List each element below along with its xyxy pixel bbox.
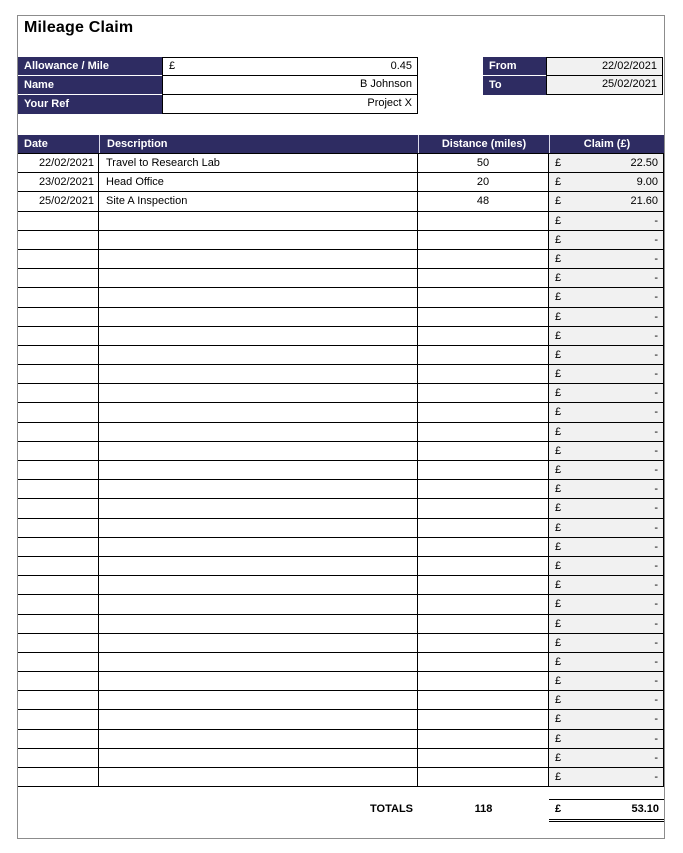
date-range-panel xyxy=(483,57,664,95)
claim-cell[interactable] xyxy=(549,480,664,498)
claim-amount: - xyxy=(654,732,658,745)
claim-amount: - xyxy=(654,598,658,611)
currency-symbol: £ xyxy=(555,157,562,169)
claim-cell[interactable] xyxy=(549,710,664,728)
description-cell[interactable] xyxy=(99,595,418,613)
to-value-cell[interactable]: 25/02/2021 xyxy=(546,76,663,95)
date-cell[interactable] xyxy=(18,288,99,306)
date-cell[interactable] xyxy=(18,212,99,230)
distance-cell[interactable] xyxy=(418,212,549,230)
description-cell[interactable] xyxy=(99,384,418,402)
currency-symbol: £ xyxy=(555,252,562,265)
claim-cell[interactable] xyxy=(549,365,664,383)
date-cell[interactable] xyxy=(18,557,99,575)
table-row xyxy=(18,634,664,653)
description-cell[interactable] xyxy=(99,538,418,556)
table-row xyxy=(18,346,664,365)
date-cell[interactable] xyxy=(18,480,99,498)
distance-cell[interactable] xyxy=(418,499,549,517)
claim-amount: - xyxy=(654,387,658,400)
claim-cell[interactable] xyxy=(549,749,664,767)
table-row xyxy=(18,519,664,538)
claim-amount: - xyxy=(654,291,658,304)
claim-cell[interactable] xyxy=(549,250,664,268)
claim-column-header: Claim (£) xyxy=(549,135,664,153)
table-row xyxy=(18,710,664,729)
allowance-label: Allowance / Mile xyxy=(18,57,162,76)
table-row xyxy=(18,499,664,518)
distance-cell[interactable]: 48 xyxy=(418,192,549,210)
distance-cell[interactable] xyxy=(418,595,549,613)
claim-cell[interactable] xyxy=(549,519,664,537)
distance-cell[interactable] xyxy=(418,615,549,633)
distance-cell[interactable] xyxy=(418,576,549,594)
claim-amount: - xyxy=(654,348,658,361)
table-row xyxy=(18,423,664,442)
claim-info-panel xyxy=(18,57,419,114)
claim-amount: - xyxy=(654,233,658,246)
description-cell[interactable] xyxy=(99,423,418,441)
claim-cell[interactable] xyxy=(549,403,664,421)
claim-amount: - xyxy=(654,406,658,419)
claim-cell[interactable] xyxy=(549,346,664,364)
description-cell[interactable] xyxy=(99,519,418,537)
distance-cell[interactable] xyxy=(418,730,549,748)
claim-amount: - xyxy=(654,675,658,688)
claim-amount: - xyxy=(654,617,658,630)
date-cell[interactable] xyxy=(18,653,99,671)
description-cell[interactable] xyxy=(99,615,418,633)
to-label: To xyxy=(483,76,546,95)
claim-amount: - xyxy=(654,521,658,534)
claim-amount: - xyxy=(654,579,658,592)
distance-cell[interactable] xyxy=(418,538,549,556)
claim-cell[interactable] xyxy=(549,173,664,191)
description-cell[interactable] xyxy=(99,288,418,306)
currency-symbol: £ xyxy=(555,291,562,304)
description-cell[interactable] xyxy=(99,403,418,421)
allowance-value: 0.45 xyxy=(390,60,412,72)
claim-amount: - xyxy=(654,483,658,496)
description-cell[interactable]: Site A Inspection xyxy=(99,192,418,210)
claim-cell[interactable] xyxy=(549,327,664,345)
description-cell[interactable] xyxy=(99,480,418,498)
currency-symbol: £ xyxy=(555,195,562,208)
claim-cell[interactable] xyxy=(549,653,664,671)
distance-cell[interactable] xyxy=(418,691,549,709)
currency-symbol: £ xyxy=(555,425,562,438)
table-row xyxy=(18,212,664,231)
date-cell[interactable] xyxy=(18,576,99,594)
table-row xyxy=(18,173,664,192)
currency-symbol: £ xyxy=(555,579,562,592)
claim-cell[interactable] xyxy=(549,499,664,517)
table-row xyxy=(18,538,664,557)
distance-cell[interactable] xyxy=(418,442,549,460)
claim-cell[interactable] xyxy=(549,212,664,230)
distance-cell[interactable] xyxy=(418,480,549,498)
totals-label: TOTALS xyxy=(370,803,413,815)
currency-symbol: £ xyxy=(555,176,562,189)
description-cell[interactable] xyxy=(99,231,418,249)
totals-claim-amount: 53.10 xyxy=(631,803,659,815)
currency-symbol: £ xyxy=(555,444,562,457)
description-cell[interactable] xyxy=(99,749,418,767)
currency-symbol: £ xyxy=(555,771,562,783)
table-row xyxy=(18,557,664,576)
currency-symbol: £ xyxy=(555,694,562,707)
distance-cell[interactable] xyxy=(418,250,549,268)
table-row xyxy=(18,442,664,461)
distance-cell[interactable] xyxy=(418,346,549,364)
claim-amount: 9.00 xyxy=(636,176,658,189)
table-row xyxy=(18,384,664,403)
claim-cell[interactable] xyxy=(549,192,664,210)
table-row xyxy=(18,154,664,173)
date-cell[interactable] xyxy=(18,595,99,613)
currency-symbol: £ xyxy=(555,214,562,227)
description-cell[interactable] xyxy=(99,499,418,517)
date-cell[interactable]: 25/02/2021 xyxy=(18,192,99,210)
currency-symbol: £ xyxy=(555,732,562,745)
claim-cell[interactable] xyxy=(549,538,664,556)
date-cell[interactable] xyxy=(18,538,99,556)
description-cell[interactable] xyxy=(99,365,418,383)
claim-cell[interactable] xyxy=(549,288,664,306)
table-row xyxy=(18,269,664,288)
description-cell[interactable] xyxy=(99,557,418,575)
date-cell[interactable] xyxy=(18,691,99,709)
date-cell[interactable] xyxy=(18,423,99,441)
table-row xyxy=(18,308,664,327)
your-ref-label: Your Ref xyxy=(18,95,162,114)
date-cell[interactable] xyxy=(18,730,99,748)
table-row xyxy=(18,730,664,749)
from-value-cell[interactable]: 22/02/2021 xyxy=(546,57,663,76)
claim-cell[interactable] xyxy=(549,231,664,249)
claim-amount: - xyxy=(654,751,658,764)
distance-cell[interactable] xyxy=(418,384,549,402)
table-row xyxy=(18,403,664,422)
claim-cell[interactable] xyxy=(549,576,664,594)
totals-claim-cell[interactable] xyxy=(549,799,664,822)
claim-cell[interactable] xyxy=(549,423,664,441)
description-cell[interactable] xyxy=(99,576,418,594)
currency-symbol: £ xyxy=(555,598,562,611)
claim-amount: 22.50 xyxy=(630,157,658,169)
claim-amount: - xyxy=(654,540,658,553)
claim-amount: - xyxy=(654,368,658,381)
claim-cell[interactable] xyxy=(549,461,664,479)
date-cell[interactable] xyxy=(18,327,99,345)
currency-symbol: £ xyxy=(555,310,562,323)
table-row xyxy=(18,461,664,480)
distance-cell[interactable] xyxy=(418,768,549,786)
description-cell[interactable] xyxy=(99,768,418,786)
claim-amount: - xyxy=(654,425,658,438)
date-cell[interactable] xyxy=(18,384,99,402)
date-cell[interactable] xyxy=(18,231,99,249)
table-row xyxy=(18,768,664,787)
description-cell[interactable] xyxy=(99,250,418,268)
table-row xyxy=(18,672,664,691)
claim-amount: - xyxy=(654,771,658,783)
table-row xyxy=(18,615,664,634)
currency-symbol: £ xyxy=(169,60,176,72)
claim-cell[interactable] xyxy=(549,595,664,613)
date-cell[interactable] xyxy=(18,710,99,728)
currency-symbol: £ xyxy=(555,751,562,764)
currency-symbol: £ xyxy=(555,803,562,815)
currency-symbol: £ xyxy=(555,233,562,246)
from-label: From xyxy=(483,57,546,76)
currency-symbol: £ xyxy=(555,387,562,400)
description-cell[interactable] xyxy=(99,730,418,748)
table-row xyxy=(18,691,664,710)
claim-amount: - xyxy=(654,655,658,668)
claim-cell[interactable] xyxy=(549,730,664,748)
claim-amount: - xyxy=(654,272,658,285)
description-cell[interactable] xyxy=(99,691,418,709)
claim-cell[interactable] xyxy=(549,615,664,633)
claim-amount: - xyxy=(654,252,658,265)
your-ref-value-cell[interactable]: Project X xyxy=(162,95,418,114)
name-label: Name xyxy=(18,76,162,95)
description-cell[interactable] xyxy=(99,327,418,345)
claim-amount: - xyxy=(654,713,658,726)
distance-cell[interactable] xyxy=(418,327,549,345)
currency-symbol: £ xyxy=(555,636,562,649)
distance-cell[interactable] xyxy=(418,231,549,249)
currency-symbol: £ xyxy=(555,559,562,572)
table-row xyxy=(18,595,664,614)
distance-cell[interactable] xyxy=(418,634,549,652)
description-cell[interactable] xyxy=(99,653,418,671)
description-column-header: Description xyxy=(99,135,418,153)
distance-cell[interactable] xyxy=(418,710,549,728)
date-cell[interactable] xyxy=(18,403,99,421)
description-cell[interactable] xyxy=(99,710,418,728)
date-cell[interactable] xyxy=(18,672,99,690)
distance-cell[interactable] xyxy=(418,653,549,671)
distance-cell[interactable] xyxy=(418,519,549,537)
table-row xyxy=(18,192,664,211)
claim-amount: - xyxy=(654,636,658,649)
distance-cell[interactable] xyxy=(418,308,549,326)
claim-amount: - xyxy=(654,464,658,476)
date-cell[interactable]: 23/02/2021 xyxy=(18,173,99,191)
date-cell[interactable]: 22/02/2021 xyxy=(18,154,99,172)
table-row xyxy=(18,480,664,499)
date-column-header: Date xyxy=(24,138,48,150)
description-cell[interactable] xyxy=(99,212,418,230)
distance-cell[interactable] xyxy=(418,269,549,287)
table-row xyxy=(18,231,664,250)
mileage-table-body xyxy=(18,154,664,787)
claim-amount: - xyxy=(654,310,658,323)
name-row xyxy=(18,76,419,95)
date-cell[interactable] xyxy=(18,346,99,364)
distance-cell[interactable]: 20 xyxy=(418,173,549,191)
distance-cell[interactable] xyxy=(418,288,549,306)
currency-symbol: £ xyxy=(555,655,562,668)
distance-cell[interactable] xyxy=(418,672,549,690)
currency-symbol: £ xyxy=(555,502,562,515)
date-cell[interactable] xyxy=(18,634,99,652)
totals-distance-cell[interactable]: 118 xyxy=(474,803,493,815)
claim-cell[interactable] xyxy=(549,384,664,402)
date-cell[interactable] xyxy=(18,499,99,517)
currency-symbol: £ xyxy=(555,464,562,476)
description-cell[interactable] xyxy=(99,634,418,652)
currency-symbol: £ xyxy=(555,617,562,630)
table-row xyxy=(18,288,664,307)
table-header-row xyxy=(18,135,664,154)
claim-amount: - xyxy=(654,329,658,342)
claim-amount: - xyxy=(654,214,658,227)
name-value-cell[interactable]: B Johnson xyxy=(162,76,418,95)
claim-cell[interactable] xyxy=(549,308,664,326)
claim-amount: - xyxy=(654,694,658,707)
from-row xyxy=(483,57,664,76)
currency-symbol: £ xyxy=(555,713,562,726)
distance-cell[interactable] xyxy=(418,557,549,575)
date-cell[interactable] xyxy=(18,269,99,287)
table-row xyxy=(18,365,664,384)
allowance-row xyxy=(18,57,419,76)
to-row xyxy=(483,76,664,95)
allowance-value-cell[interactable] xyxy=(162,57,418,76)
table-row xyxy=(18,576,664,595)
description-cell[interactable] xyxy=(99,308,418,326)
totals-row xyxy=(18,799,664,822)
claim-cell[interactable] xyxy=(549,154,664,172)
date-cell[interactable] xyxy=(18,519,99,537)
date-cell[interactable] xyxy=(18,365,99,383)
currency-symbol: £ xyxy=(555,348,562,361)
description-cell[interactable] xyxy=(99,461,418,479)
claim-cell[interactable] xyxy=(549,634,664,652)
table-row xyxy=(18,653,664,672)
distance-cell[interactable]: 50 xyxy=(418,154,549,172)
claim-amount: - xyxy=(654,502,658,515)
currency-symbol: £ xyxy=(555,272,562,285)
distance-cell[interactable] xyxy=(418,403,549,421)
table-row xyxy=(18,749,664,768)
date-cell[interactable] xyxy=(18,615,99,633)
description-cell[interactable] xyxy=(99,672,418,690)
currency-symbol: £ xyxy=(555,329,562,342)
currency-symbol: £ xyxy=(555,540,562,553)
claim-cell[interactable] xyxy=(549,691,664,709)
claim-cell[interactable] xyxy=(549,768,664,786)
description-cell[interactable] xyxy=(99,269,418,287)
currency-symbol: £ xyxy=(555,483,562,496)
distance-column-header: Distance (miles) xyxy=(418,135,549,153)
distance-cell[interactable] xyxy=(418,365,549,383)
date-cell[interactable] xyxy=(18,768,99,786)
date-cell[interactable] xyxy=(18,749,99,767)
distance-cell[interactable] xyxy=(418,749,549,767)
mileage-table xyxy=(18,135,664,787)
claim-cell[interactable] xyxy=(549,442,664,460)
description-cell[interactable]: Travel to Research Lab xyxy=(99,154,418,172)
claim-amount: - xyxy=(654,559,658,572)
date-cell[interactable] xyxy=(18,461,99,479)
description-cell[interactable] xyxy=(99,346,418,364)
claim-cell[interactable] xyxy=(549,672,664,690)
claim-cell[interactable] xyxy=(549,269,664,287)
claim-cell[interactable] xyxy=(549,557,664,575)
date-cell[interactable] xyxy=(18,250,99,268)
description-cell[interactable]: Head Office xyxy=(99,173,418,191)
date-cell[interactable] xyxy=(18,442,99,460)
description-cell[interactable] xyxy=(99,442,418,460)
table-row xyxy=(18,250,664,269)
table-row xyxy=(18,327,664,346)
currency-symbol: £ xyxy=(555,675,562,688)
totals-spacer xyxy=(18,799,99,822)
your-ref-row xyxy=(18,95,419,114)
claim-amount: - xyxy=(654,444,658,457)
sheet-title: Mileage Claim xyxy=(24,19,134,36)
currency-symbol: £ xyxy=(555,406,562,419)
distance-cell[interactable] xyxy=(418,461,549,479)
date-cell[interactable] xyxy=(18,308,99,326)
mileage-claim-sheet xyxy=(17,15,665,839)
distance-cell[interactable] xyxy=(418,423,549,441)
claim-amount: 21.60 xyxy=(630,195,658,208)
currency-symbol: £ xyxy=(555,521,562,534)
currency-symbol: £ xyxy=(555,368,562,381)
